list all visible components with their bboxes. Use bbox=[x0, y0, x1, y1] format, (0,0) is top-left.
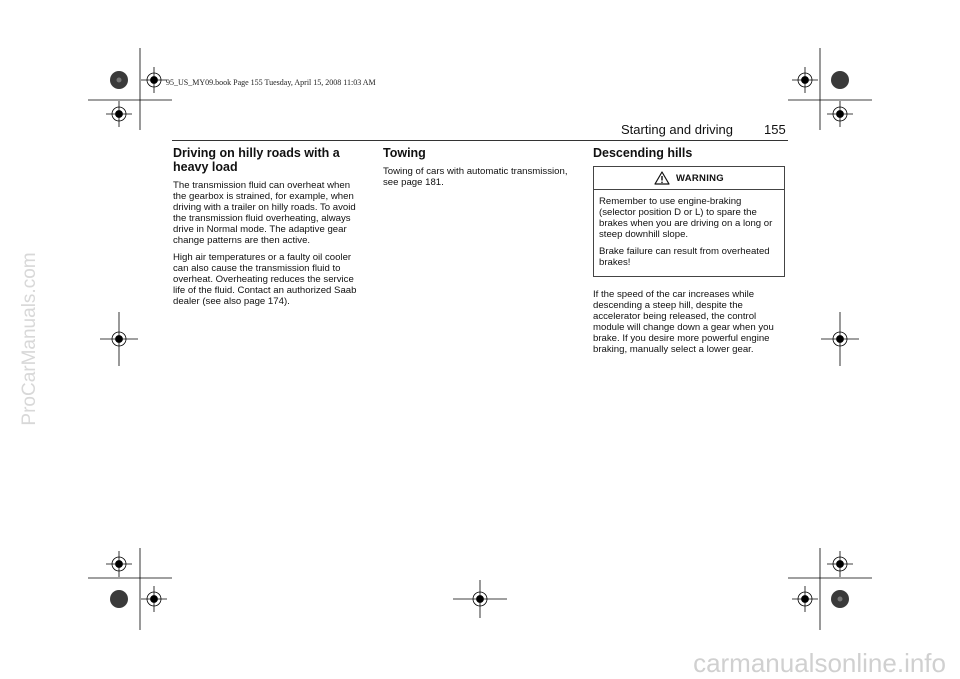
watermark-side: ProCarManuals.com bbox=[19, 252, 40, 426]
header-rule bbox=[172, 140, 788, 141]
body-paragraph: If the speed of the car increases while descending a steep hill, despite the accelerator being released, the control module will change down a gear when you brake. If you desire more powerful engine braking, manually select a lower gear. bbox=[593, 289, 774, 355]
warning-paragraph: Remember to use engine-braking (selector position D or L) to spare the brakes when you are driving on a long or steep downhill slope. bbox=[599, 196, 773, 240]
section-heading: Driving on hilly roads with a heavy load bbox=[173, 146, 340, 174]
warning-paragraph: Brake failure can result from overheated brakes! bbox=[599, 246, 770, 268]
watermark-bottom: carmanualsonline.info bbox=[693, 648, 946, 678]
warning-body bbox=[594, 190, 784, 276]
body-paragraph: High air temperatures or a faulty oil cooler can also cause the transmission fluid to overheat. Overheating reduces the service life of the fluid. Contact an authorized Saab dealer (see also page 174). bbox=[173, 252, 357, 307]
body-paragraph: The transmission fluid can overheat when the gearbox is strained, for example, when driving with a trailer on hilly roads. To avoid the transmission fluid overheating, always drive in Normal mode. The adaptive gear change patterns are then active. bbox=[173, 180, 356, 246]
book-info-line: 95_US_MY09.book Page 155 Tuesday, April 15, 2008 11:03 AM bbox=[166, 78, 376, 87]
page-number: 155 bbox=[764, 122, 786, 137]
running-title: Starting and driving bbox=[621, 122, 734, 137]
warning-triangle-icon bbox=[654, 171, 670, 185]
warning-label: WARNING bbox=[675, 172, 724, 184]
column-hilly-roads bbox=[173, 146, 365, 313]
column-towing bbox=[383, 146, 575, 194]
body-paragraph: Towing of cars with automatic transmission, see page 181. bbox=[383, 166, 568, 188]
warning-header bbox=[594, 167, 784, 190]
column-descending-hills bbox=[593, 146, 785, 361]
section-heading: Towing bbox=[383, 146, 426, 160]
warning-box bbox=[593, 166, 785, 277]
section-heading: Descending hills bbox=[593, 146, 693, 160]
